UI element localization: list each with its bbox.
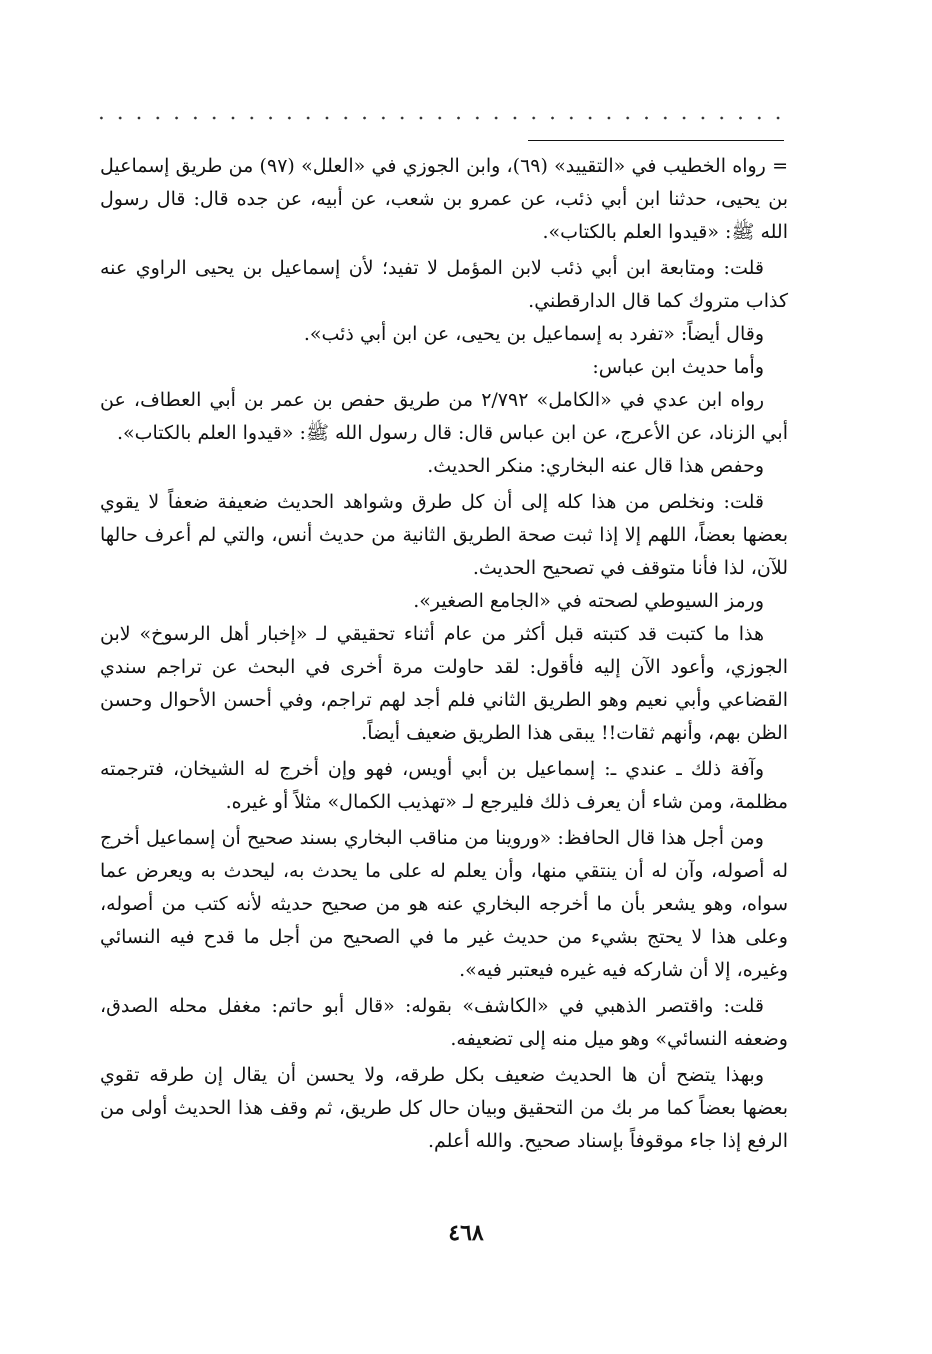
page-number: ٤٦٨ <box>448 1220 484 1246</box>
paragraph-4: وأما حديث ابن عباس: <box>592 356 764 378</box>
paragraph-8: ورمز السيوطي لصحته في «الجامع الصغير». <box>413 590 764 612</box>
paragraph-11: ومن أجل هذا قال الحافظ: «وروينا من مناقب البخاري بسند صحيح أن إسماعيل أخرج له أصوله، وآن له أن ينتقي منها، وأن يعلم له على ما يحدث به، ليحدث به ويعرض عما سواه، وهو يشعر بأن ما أخرجه البخاري عنه هو من صحيح حديثه لأنه كتب من أصوله، وعلى هذا لا يحتج بشيء من حديث غير ما في الصحيح من أجل ما قدح فيه النسائي وغيره، إلا أن شاركه فيه غيره فيعتبر فيه». <box>100 827 788 981</box>
paragraph-13: وبهذا يتضح أن ها الحديث ضعيف بكل طرقه، ولا يحسن أن يقال إن طرقه تقوي بعضها بعضاً كما مر بك من التحقيق وبيان حال كل طريق، ثم وقف هذا الحديث أولى من الرفع إذا جاء موقوفاً بإسناد صحيح. والله أعلم. <box>100 1064 788 1152</box>
paragraph-5: رواه ابن عدي في «الكامل» ٢/٧٩٢ من طريق حفص بن عمر بن أبي العطاف، عن أبي الزناد، عن الأعرج، عن ابن عباس قال: قال رسول الله ﷺ: «قيدوا العلم بالكتاب». <box>100 389 788 444</box>
footnote-body <box>100 150 788 1158</box>
paragraph-3: وقال أيضاً: «تفرد به إسماعيل بن يحيى، عن ابن أبي ذئب». <box>303 323 764 345</box>
paragraph-12: قلت: واقتصر الذهبي في «الكاشف» بقوله: «قال أبو حاتم: مغفل محله الصدق، وضعفه النسائي» وهو ميل منه إلى تضعيفه. <box>100 995 788 1050</box>
footnote-rule <box>528 140 784 141</box>
paragraph-7: قلت: ونخلص من هذا كله إلى أن كل طرق وشواهد الحديث ضعيفة ضعفاً لا يقوي بعضها بعضاً، اللهم إلا إذا ثبت صحة الطريق الثانية من حديث أنس، والتي لم أعرف حالها للآن، لذا فأنا متوقف في تصحيح الحديث. <box>100 491 788 579</box>
paragraph-6: وحفص هذا قال عنه البخاري: منكر الحديث. <box>427 455 764 477</box>
dotted-separator <box>92 116 792 120</box>
paragraph-2: قلت: ومتابعة ابن أبي ذئب لابن المؤمل لا تفيد؛ لأن إسماعيل بن يحيى الراوي عنه كذاب متروك كما قال الدارقطني. <box>100 257 788 312</box>
paragraph-1: = رواه الخطيب في «التقييد» (٦٩)، وابن الجوزي في «العلل» (٩٧) من طريق إسماعيل بن يحيى، حدثنا ابن أبي ذئب، عن عمرو بن شعب، عن أبيه، عن جده قال: قال رسول الله ﷺ: «قيدوا العلم بالكتاب». <box>100 155 789 243</box>
paragraph-10: وآفة ذلك ـ عندي ـ: إسماعيل بن أبي أويس، فهو وإن أخرج له الشيخان، فترجمته مظلمة، ومن شاء أن يعرف ذلك فليرجع لـ «تهذيب الكمال» مثلاً أو غيره. <box>100 758 788 813</box>
paragraph-9: هذا ما كتبت قد كتبته قبل أكثر من عام أثناء تحقيقي لـ «إخبار أهل الرسوخ» لابن الجوزي، وأعود الآن إليه فأقول: لقد حاولت مرة أخرى في البحث عن تراجم سندي القضاعي وأبي نعيم وهو الطريق الثاني فلم أجد لهم تراجم، وفي أحسن الأحوال وحسن الظن بهم، وأنهم ثقات!! يبقى هذا الطريق ضعيف أيضاً. <box>100 623 788 744</box>
